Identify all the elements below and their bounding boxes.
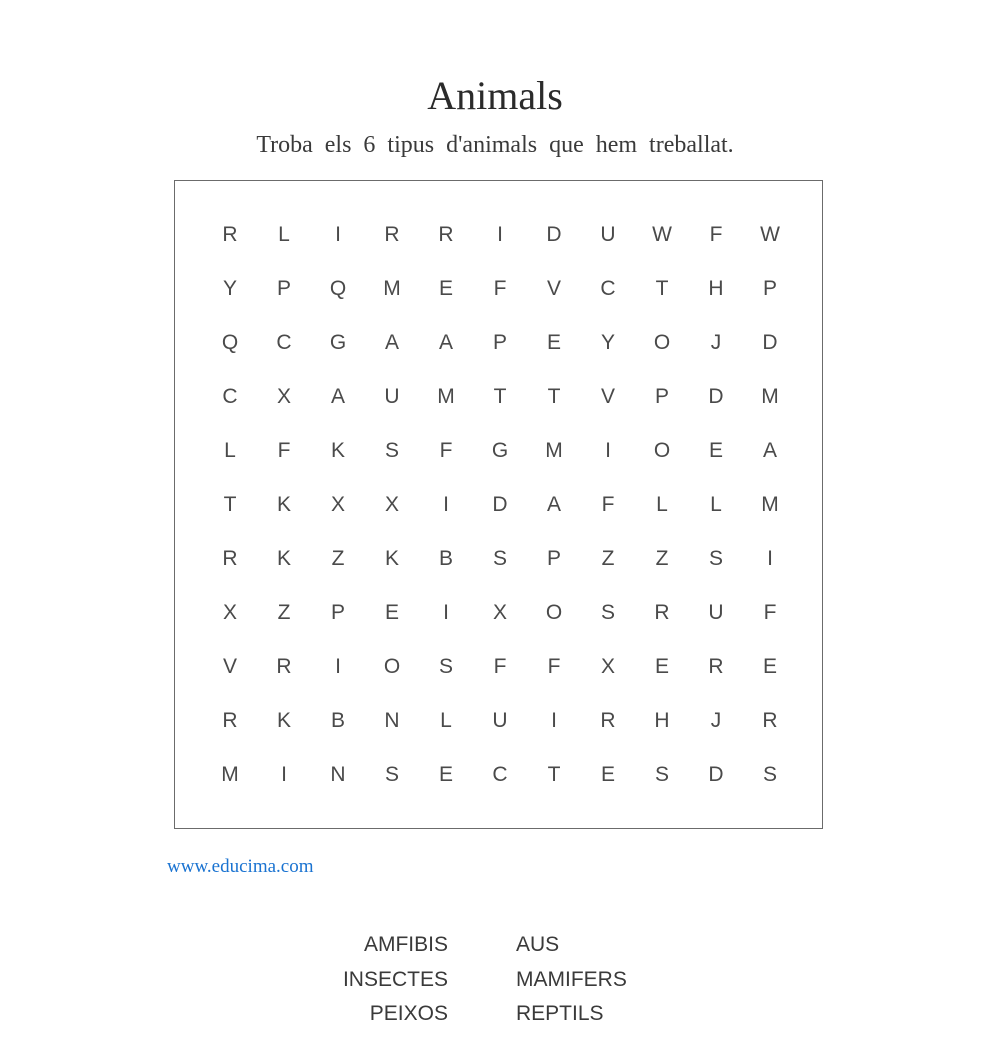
grid-letter-cell[interactable]: N [330,763,346,786]
grid-letter-cell[interactable]: Y [222,277,237,300]
grid-letter-cell[interactable]: F [601,493,615,516]
grid-letter-cell[interactable]: I [443,601,449,624]
grid-letter-cell[interactable]: X [276,385,291,408]
grid-letter-cell[interactable]: D [708,385,724,408]
grid-letter-cell[interactable]: P [330,601,345,624]
grid-letter-cell[interactable]: C [276,331,292,354]
grid-letter-cell[interactable]: E [654,655,669,678]
grid-letter-cell[interactable]: W [760,223,780,246]
grid-letter-cell[interactable]: S [654,763,669,786]
grid-letter-cell[interactable]: I [335,655,341,678]
grid-letter-cell[interactable]: J [710,331,722,354]
grid-letter-cell[interactable]: X [384,493,399,516]
grid-letter-cell[interactable]: Z [655,547,669,570]
grid-letter-cell[interactable]: D [546,223,562,246]
grid-letter-cell[interactable]: E [708,439,723,462]
grid-letter-cell[interactable]: U [492,709,508,732]
grid-letter-cell[interactable]: P [546,547,561,570]
grid-letter-cell[interactable]: A [438,331,453,354]
grid-letter-cell[interactable]: O [653,439,671,462]
grid-letter-cell[interactable]: X [330,493,345,516]
grid-letter-cell[interactable]: D [708,763,724,786]
grid-letter-cell[interactable]: W [652,223,672,246]
grid-letter-cell[interactable]: T [493,385,507,408]
grid-letter-cell[interactable]: A [384,331,399,354]
grid-letter-cell[interactable]: V [546,277,561,300]
grid-letter-cell[interactable]: V [600,385,615,408]
grid-letter-cell[interactable]: I [281,763,287,786]
grid-letter-cell[interactable]: S [762,763,777,786]
word-search-board [174,180,823,829]
grid-letter-cell[interactable]: S [492,547,507,570]
grid-letter-cell[interactable]: S [438,655,453,678]
grid-letter-cell[interactable]: M [437,385,455,408]
grid-letter-cell[interactable]: K [384,547,399,570]
grid-letter-cell[interactable]: F [763,601,777,624]
grid-letter-cell[interactable]: L [440,709,452,732]
grid-letter-cell[interactable]: N [384,709,400,732]
grid-letter-cell[interactable]: K [276,493,291,516]
grid-letter-cell[interactable]: K [276,547,291,570]
grid-letter-cell[interactable]: I [335,223,341,246]
grid-letter-cell[interactable]: R [222,223,238,246]
word-list-left-column [343,928,448,1032]
grid-letter-cell[interactable]: T [655,277,669,300]
grid-letter-cell[interactable]: X [492,601,507,624]
grid-letter-cell[interactable]: R [600,709,616,732]
grid-letter-cell[interactable]: H [654,709,670,732]
grid-letter-cell[interactable]: P [762,277,777,300]
word-list-item: PEIXOS [369,1002,448,1025]
grid-letter-cell[interactable]: E [762,655,777,678]
grid-letter-cell[interactable]: Z [277,601,291,624]
grid-letter-cell[interactable]: T [547,385,561,408]
grid-letter-cell[interactable]: L [656,493,668,516]
grid-letter-cell[interactable]: R [222,709,238,732]
word-list-item: AUS [516,933,560,956]
grid-letter-cell[interactable]: I [497,223,503,246]
grid-letter-cell[interactable]: F [277,439,291,462]
grid-letter-cell[interactable]: M [221,763,239,786]
instructions: Troba els 6 tipus d'animals que hem treballat. [256,132,734,158]
grid-letter-cell[interactable]: I [443,493,449,516]
grid-letter-cell[interactable]: S [384,763,399,786]
grid-letter-cell[interactable]: U [384,385,400,408]
grid-letter-cell[interactable]: J [710,709,722,732]
grid-letter-cell[interactable]: C [600,277,616,300]
grid-letter-cell[interactable]: Q [221,331,239,354]
grid-letter-cell[interactable]: R [762,709,778,732]
grid-letter-cell[interactable]: I [605,439,611,462]
grid-letter-cell[interactable]: F [547,655,561,678]
grid-letter-cell[interactable]: C [492,763,508,786]
grid-letter-cell[interactable]: Z [601,547,615,570]
grid-letter-cell[interactable]: I [551,709,557,732]
grid-letter-cell[interactable]: B [438,547,453,570]
grid-letter-cell[interactable]: P [276,277,291,300]
grid-letter-cell[interactable]: L [710,493,722,516]
grid-letter-cell[interactable]: U [708,601,724,624]
word-list-item: AMFIBIS [363,933,448,956]
grid-letter-cell[interactable]: O [653,331,671,354]
grid-letter-cell[interactable]: R [438,223,454,246]
grid-letter-cell[interactable]: U [600,223,616,246]
grid-letter-cell[interactable]: R [276,655,292,678]
grid-letter-cell[interactable]: L [224,439,236,462]
grid-letter-cell[interactable]: X [600,655,615,678]
grid-letter-cell[interactable]: A [546,493,561,516]
grid-letter-cell[interactable]: K [330,439,345,462]
grid-letter-cell[interactable]: S [384,439,399,462]
grid-letter-cell[interactable]: T [223,493,237,516]
grid-letter-cell[interactable]: E [384,601,399,624]
grid-letter-cell[interactable]: O [545,601,563,624]
grid-letter-cell[interactable]: S [708,547,723,570]
grid-letter-cell[interactable]: Y [600,331,615,354]
grid-letter-cell[interactable]: P [654,385,669,408]
grid-letter-cell[interactable]: P [492,331,507,354]
grid-letter-cell[interactable]: C [222,385,238,408]
grid-letter-cell[interactable]: Z [331,547,345,570]
grid-letter-cell[interactable]: M [545,439,563,462]
grid-letter-cell[interactable]: F [709,223,723,246]
grid-letter-cell[interactable]: O [383,655,401,678]
grid-letter-cell[interactable]: I [767,547,773,570]
grid-letter-cell[interactable]: G [329,331,347,354]
grid-letter-cell[interactable]: E [600,763,615,786]
grid-letter-cell[interactable]: D [762,331,778,354]
grid-letter-cell[interactable]: E [546,331,561,354]
grid-letter-cell[interactable]: M [761,493,779,516]
grid-letter-cell[interactable]: F [493,655,507,678]
word-list-item: MAMIFERS [516,967,627,991]
grid-letter-cell[interactable]: V [222,655,237,678]
grid-letter-cell[interactable]: G [491,439,509,462]
grid-letter-cell[interactable]: Q [329,277,347,300]
grid-letter-cell[interactable]: T [547,763,561,786]
grid-letter-cell[interactable]: S [600,601,615,624]
grid-letter-cell[interactable]: E [438,277,453,300]
educima-link[interactable]: www.educima.com [167,856,314,877]
grid-letter-cell[interactable]: R [384,223,400,246]
grid-letter-cell[interactable]: F [493,277,507,300]
word-list-item: INSECTES [342,967,448,991]
letter-grid [203,208,797,802]
word-list-item: REPTILS [516,1002,604,1025]
grid-letter-cell[interactable]: A [762,439,777,462]
grid-letter-cell[interactable]: B [330,709,345,732]
grid-letter-cell[interactable]: R [708,655,724,678]
grid-letter-cell[interactable]: A [330,385,345,408]
grid-letter-cell[interactable]: R [222,547,238,570]
grid-letter-cell[interactable]: R [654,601,670,624]
page-title: Animals [427,73,563,118]
word-list-right-column [516,928,627,1032]
grid-letter-cell[interactable]: E [438,763,453,786]
grid-letter-cell[interactable]: H [708,277,724,300]
grid-letter-cell[interactable]: X [222,601,237,624]
grid-letter-cell[interactable]: M [761,385,779,408]
grid-letter-cell[interactable]: M [383,277,401,300]
grid-letter-cell[interactable]: L [278,223,290,246]
grid-letter-cell[interactable]: F [439,439,453,462]
grid-letter-cell[interactable]: K [276,709,291,732]
grid-letter-cell[interactable]: D [492,493,508,516]
